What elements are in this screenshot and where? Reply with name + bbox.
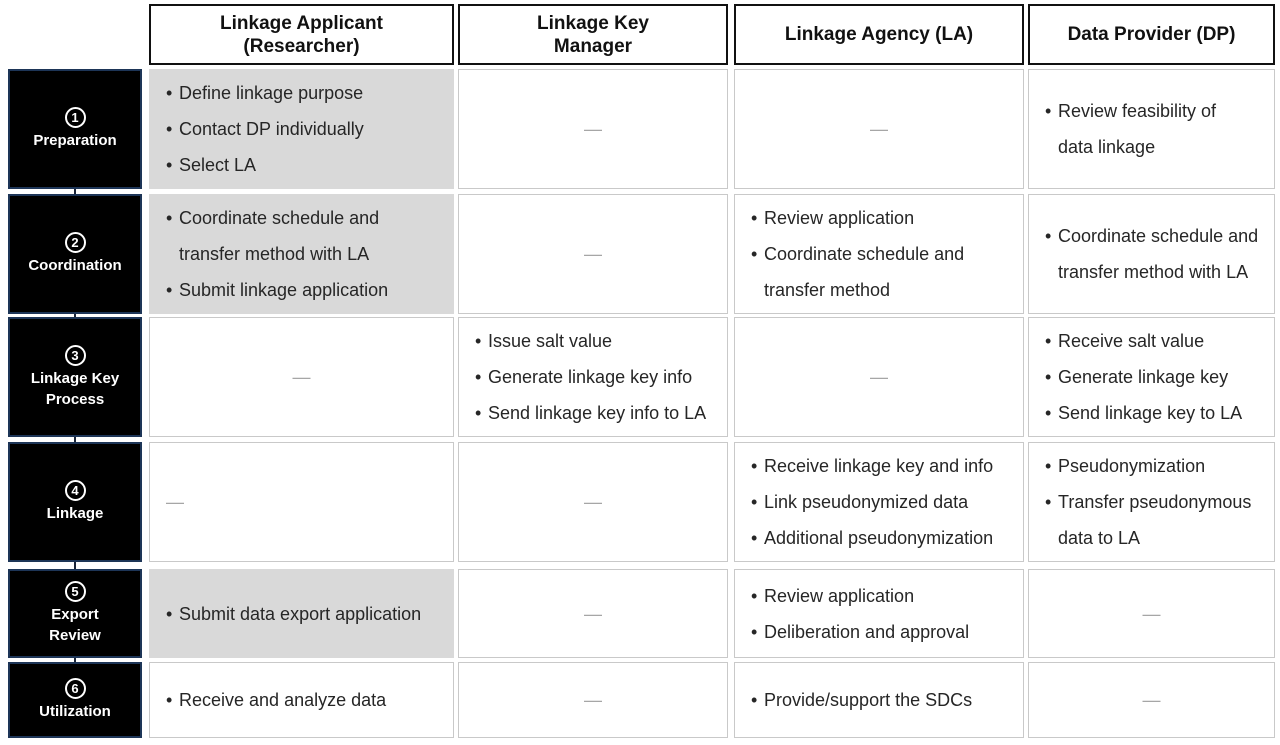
list-item: • Receive salt value [1045, 323, 1274, 359]
cell-key-process-data-provider [1028, 317, 1275, 437]
stage-export-review [8, 569, 142, 658]
stage-label-line2: Review [49, 627, 101, 644]
stage-number-circle: 1 [65, 107, 86, 128]
cell-export-applicant [149, 569, 454, 658]
cell-coordination-linkage-agency [734, 194, 1024, 314]
cell-export-key-manager [458, 569, 728, 658]
list-item: • Provide/support the SDCs [751, 682, 1023, 718]
cell-utilization-linkage-agency [734, 662, 1024, 738]
list-item: • Send linkage key to LA [1045, 395, 1274, 431]
stage-label: Export [51, 606, 99, 623]
stage-label: Utilization [39, 703, 111, 720]
stage-number-circle: 3 [65, 345, 86, 366]
list-item: • Issue salt value [475, 323, 727, 359]
stage-preparation [8, 69, 142, 189]
cell-export-linkage-agency [734, 569, 1024, 658]
cell-preparation-applicant [149, 69, 454, 189]
list-item-continuation: transfer method with LA [1058, 262, 1249, 282]
header-data-provider [1028, 4, 1275, 65]
list-item: • Submit linkage application [166, 272, 453, 308]
header-linkage-key-manager-line2: Manager [553, 35, 633, 57]
empty-dash: — [584, 119, 602, 139]
list-item: • Generate linkage key [1045, 359, 1274, 395]
cell-linkage-key-manager [458, 442, 728, 562]
cell-key-process-applicant [149, 317, 454, 437]
stage-linkage [8, 442, 142, 562]
stage-coordination [8, 194, 142, 314]
list-item: • Pseudonymization [1045, 448, 1274, 484]
list-item: • Receive and analyze data [166, 682, 453, 718]
header-linkage-agency [734, 4, 1024, 65]
cell-utilization-data-provider [1028, 662, 1275, 738]
header-linkage-applicant-line1: Linkage Applicant [220, 12, 383, 34]
header-linkage-applicant-line2: (Researcher) [243, 35, 360, 57]
list-item: • Review application [751, 578, 1023, 614]
stage-label-line2: Process [45, 390, 105, 408]
empty-dash: — [584, 603, 602, 624]
list-item: • Contact DP individually [166, 111, 453, 147]
empty-dash: — [584, 690, 602, 710]
cell-linkage-linkage-agency [734, 442, 1024, 562]
cell-preparation-linkage-agency [734, 69, 1024, 189]
empty-dash: — [1142, 603, 1161, 624]
cell-coordination-data-provider [1028, 194, 1275, 314]
header-linkage-applicant [149, 4, 454, 65]
stage-label: Linkage [46, 505, 104, 522]
cell-linkage-applicant [149, 442, 454, 562]
list-item-continuation: data to LA [1058, 528, 1141, 548]
header-linkage-agency-line1: Linkage Agency (LA) [784, 24, 974, 45]
stage-label: Coordination [28, 257, 122, 274]
list-item: • Receive linkage key and info [751, 448, 1023, 484]
stage-label: Preparation [33, 132, 117, 149]
list-item: • Send linkage key info to LA [475, 395, 727, 431]
cell-linkage-data-provider [1028, 442, 1275, 562]
empty-dash: — [870, 367, 888, 387]
stage-utilization [8, 662, 142, 738]
list-item: • Review feasibility of [1045, 93, 1274, 129]
cell-coordination-key-manager [458, 194, 728, 314]
list-item: • Select LA [166, 147, 453, 183]
stage-linkage-key-process [8, 317, 142, 437]
stage-number-circle: 6 [65, 678, 86, 699]
list-item: • Coordinate schedule and [1045, 218, 1274, 254]
stage-number-circle: 4 [65, 480, 86, 501]
list-item: • Coordinate schedule and [166, 200, 453, 236]
list-item: • Deliberation and approval [751, 614, 1023, 650]
list-item: • Additional pseudonymization [751, 520, 1023, 556]
cell-key-process-linkage-agency [734, 317, 1024, 437]
empty-dash: — [166, 492, 184, 512]
list-item-continuation: transfer method [764, 280, 891, 300]
stage-number-circle: 2 [65, 232, 86, 253]
stage-label: Linkage Key [30, 369, 120, 387]
stage-number-circle: 5 [65, 581, 86, 602]
empty-dash: — [1142, 690, 1161, 710]
empty-dash: — [292, 367, 311, 387]
empty-dash: — [870, 119, 888, 139]
cell-utilization-applicant [149, 662, 454, 738]
list-item-continuation: transfer method with LA [179, 244, 370, 264]
cell-preparation-key-manager [458, 69, 728, 189]
header-linkage-key-manager [458, 4, 728, 65]
list-item: • Coordinate schedule and [751, 236, 1023, 272]
list-item: • Generate linkage key info [475, 359, 727, 395]
cell-key-process-key-manager [458, 317, 728, 437]
list-item: • Define linkage purpose [166, 75, 453, 111]
cell-export-data-provider [1028, 569, 1275, 658]
list-item-continuation: data linkage [1058, 137, 1156, 157]
list-item: • Submit data export application [166, 596, 453, 632]
empty-dash: — [584, 492, 602, 512]
cell-preparation-data-provider [1028, 69, 1275, 189]
cell-utilization-key-manager [458, 662, 728, 738]
cell-coordination-applicant [149, 194, 454, 314]
header-linkage-key-manager-line1: Linkage Key [537, 12, 649, 34]
header-data-provider-line1: Data Provider (DP) [1067, 24, 1236, 45]
list-item: • Link pseudonymized data [751, 484, 1023, 520]
empty-dash: — [584, 244, 602, 264]
list-item: • Review application [751, 200, 1023, 236]
list-item: • Transfer pseudonymous [1045, 484, 1274, 520]
